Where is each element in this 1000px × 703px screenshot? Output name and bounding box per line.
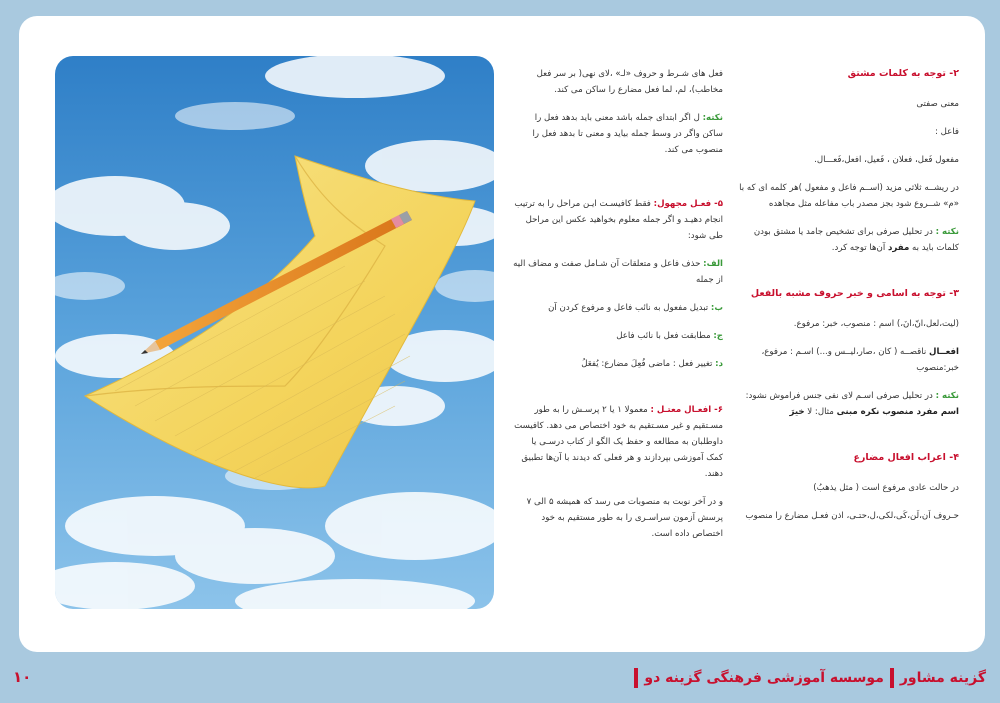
divider-bar-end xyxy=(634,668,638,688)
section-4-line-1: در حالت عادی مرفوع است ( مثل یذهبُ) xyxy=(813,483,959,493)
note-lam xyxy=(513,110,723,158)
paper-plane-sky-photo xyxy=(55,56,494,609)
section-5-passive xyxy=(513,196,723,244)
institute-name: موسسه آموزشی فرهنگی گزینه دو xyxy=(644,670,884,686)
section-3-note xyxy=(734,388,959,420)
note-label: نکته : xyxy=(935,227,959,237)
section-3-rest: ناقصــه ( کان ،صار،لیــس و...) اسـم : مرفوع، خبر:منصوب xyxy=(761,347,959,373)
step-alef-text: حذف فاعل و متعلقات آن شـامل صفت و مضاف الیه از جمله xyxy=(513,259,723,285)
note-label: نکته: xyxy=(702,113,723,123)
step-jim-text: مطابقت فعل با نائب فاعل xyxy=(616,331,711,341)
section-3-paragraph-2 xyxy=(734,344,959,376)
section-2-line-2: فاعل : xyxy=(935,127,959,137)
section-2-line-1: معنی صفتی xyxy=(916,99,959,109)
section-6-defective-verbs xyxy=(513,402,723,482)
step-jim-label: ج: xyxy=(713,331,723,341)
section-3-line-1: (لیت،لعل،انّ،انَ،) اسم : منصوب، خبر: مرفوع. xyxy=(793,319,959,329)
note-bold: اسم مفرد منصوب نکره مبنی xyxy=(836,407,959,417)
step-alef-label: الف: xyxy=(703,259,723,269)
note-example: خیرَ xyxy=(789,407,805,417)
note-text: ل اگر ابتدای جمله باشد معنی باید بدهد فعل را ساکن واگر در وسط جمله بیاید و معنی تا بدهد فعل را منصوب می کند. xyxy=(532,113,723,155)
section-5-title: ۵- فعـل مجهول: xyxy=(653,199,723,209)
step-alef xyxy=(513,256,723,288)
note-label: نکته : xyxy=(935,391,959,401)
note-bold: مفرد xyxy=(888,243,910,253)
divider-bar xyxy=(890,668,894,688)
page-sheet xyxy=(19,16,985,652)
section-4-title: ۴- اعراب افعال مضارع xyxy=(853,452,959,463)
paragraph-conditional-verbs: فعل های شـرط و حروف «لـ» ،لای نهی( بر سر فعل مخاطب)، لم، لما فعل مضارع را ساکن می کند. xyxy=(536,69,723,95)
step-be-text: تبدیل مفعول به نائب فاعل و مرفوع کردن آن xyxy=(548,303,709,313)
section-4-line-2: حـروف اَن،لَن،کَی،لکی،ل،حتـی، اذن فعـل مضارع را منصوب xyxy=(745,511,959,521)
note-text-a: در تحلیل صرفی برای تشخیص جامد یا مشتق بودن کلمات باید به xyxy=(753,227,959,253)
note-text-a: در تحلیل صرفی اسـم لای نفی جنس فراموش نشود: xyxy=(745,391,933,401)
section-3-bold-word: افعــال xyxy=(929,347,959,357)
step-dal-text: تغییر فعل : ماضی فُعِلَ مضارع: یُفعَلُ xyxy=(581,359,713,369)
section-2-paragraph: در ریشــه ثلاثی مزید (اســم فاعل و مفعول )هر کلمه ای که با «م» شــروع شود بجز مصدر باب مفاعله مثل مجاهده xyxy=(739,183,959,209)
closing-paragraph: و در آخر نوبت به منصوبات می رسد که همیشه ۵ الی ۷ پرسش آزمون سراسـری را به طور مستقیم به خود اختصاص داده است. xyxy=(526,497,723,539)
section-2-title: ۲- توجه به کلمات مشتق xyxy=(847,68,959,79)
step-jim xyxy=(513,328,723,344)
step-dal xyxy=(513,356,723,372)
section-6-title: ۶- افعـال معتـل : xyxy=(650,405,723,415)
page-number: ۱۰ xyxy=(13,668,32,686)
step-be xyxy=(513,300,723,316)
section-5-text: فقط کافیسـت ایـن مراحل را به ترتیب انجام دهیـد و اگر جمله معلوم بخواهید عکس این مراحل طی شود: xyxy=(514,199,723,241)
middle-text-column xyxy=(513,66,723,554)
section-2-note xyxy=(734,224,959,256)
right-text-column xyxy=(734,66,959,536)
footer-branding xyxy=(634,664,986,692)
note-text-b: مثال: لا xyxy=(807,407,834,417)
section-2-line-3: مفعول فَعل، فعلان ، فَعیل، افعل،فَعـــال. xyxy=(814,155,959,165)
step-dal-label: د: xyxy=(715,359,723,369)
note-text-b: آن‌ها توجه کرد. xyxy=(831,243,886,253)
section-6-text: معمولا ۱ یا ۲ پرسـش را به طور مسـتقیم و غیر مسـتقیم به خود اختصاص می دهد. کافیست داوطلبان به مطالعه و حفظ یک الگو از کتاب درسـی یا کمک آموزشی بپردازند و هر فعلی که دیدند با آن‌ها تطبیق دهند. xyxy=(514,405,723,479)
step-be-label: ب: xyxy=(710,303,723,313)
brand-name: گزینه مشاور xyxy=(899,670,986,686)
section-3-title: ۳- توجه به اسامی و خبر حروف مشبه بالفعل xyxy=(750,288,959,299)
